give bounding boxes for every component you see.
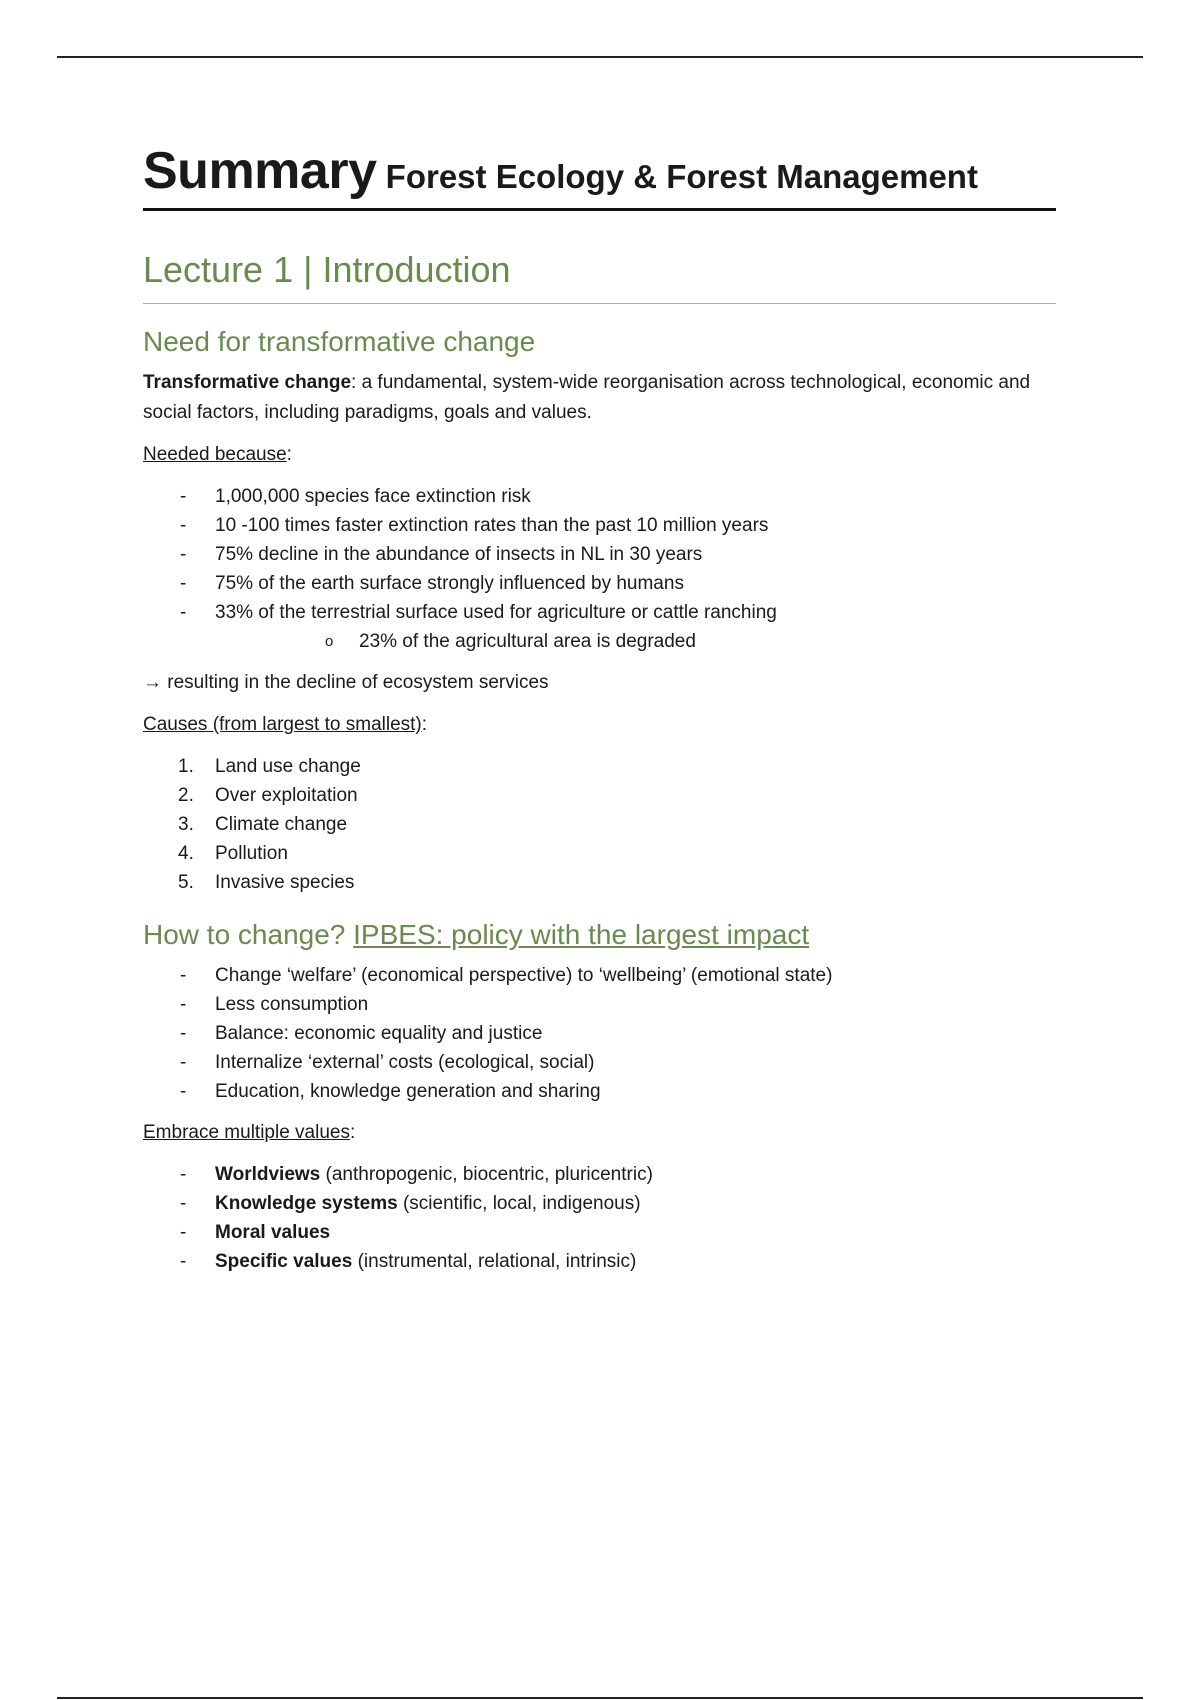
lecture-heading: Lecture 1 | Introduction bbox=[143, 249, 1056, 304]
bottom-page-rule bbox=[57, 1697, 1143, 1699]
needed-because-list bbox=[143, 482, 1056, 656]
causes-list bbox=[143, 752, 1056, 897]
list-item: - Change ‘welfare’ (economical perspective) to ‘wellbeing’ (emotional state) bbox=[180, 965, 833, 987]
document-title bbox=[143, 140, 1056, 211]
list-item: 2. Over exploitation bbox=[178, 785, 358, 807]
list-item: - 1,000,000 species face extinction risk bbox=[180, 486, 531, 508]
change-list bbox=[143, 961, 1056, 1106]
list-item: - Internalize ‘external’ costs (ecological, social) bbox=[180, 1052, 595, 1074]
list-item: - 75% decline in the abundance of insects in NL in 30 years bbox=[180, 544, 703, 566]
top-page-rule bbox=[57, 56, 1143, 58]
definition-text: : a fundamental, system-wide reorganisation across technological, economic and social factors, including paradigms, goals and values. bbox=[143, 372, 1031, 424]
list-item: - Moral values bbox=[180, 1222, 331, 1244]
list-item: - Education, knowledge generation and sharing bbox=[180, 1081, 601, 1103]
definition-paragraph bbox=[143, 368, 1056, 428]
list-item: 1. Land use change bbox=[178, 756, 361, 778]
list-item: - 75% of the earth surface strongly influenced by humans bbox=[180, 573, 684, 595]
list-item: 4. Pollution bbox=[178, 843, 288, 865]
list-item: - 10 -100 times faster extinction rates than the past 10 million years bbox=[180, 515, 769, 537]
result-line: → resulting in the decline of ecosystem services bbox=[143, 672, 549, 694]
section-heading-transformative-change: Need for transformative change bbox=[143, 326, 536, 358]
values-label: Embrace multiple values: bbox=[143, 1122, 356, 1144]
sub-list bbox=[215, 627, 1056, 656]
list-item: - Specific values (instrumental, relational, intrinsic) bbox=[180, 1251, 637, 1273]
list-item: 5. Invasive species bbox=[178, 872, 355, 894]
section-heading-how-to-change: How to change? IPBES: policy with the largest impact bbox=[143, 919, 810, 951]
definition-term: Transformative change bbox=[143, 372, 352, 394]
list-item: - Less consumption bbox=[180, 994, 369, 1016]
needed-because-label: Needed because: bbox=[143, 444, 292, 466]
causes-label: Causes (from largest to smallest): bbox=[143, 714, 428, 736]
list-item: 3. Climate change bbox=[178, 814, 348, 836]
title-subject: Forest Ecology & Forest Management bbox=[385, 158, 978, 195]
values-list bbox=[143, 1160, 1056, 1276]
title-main: Summary bbox=[143, 142, 377, 200]
list-item: - Worldviews (anthropogenic, biocentric, pluricentric) bbox=[180, 1164, 653, 1186]
ipbes-link[interactable]: IPBES: policy with the largest impact bbox=[353, 919, 810, 951]
list-item: - Balance: economic equality and justice bbox=[180, 1023, 543, 1045]
sub-list-item: o 23% of the agricultural area is degraded bbox=[325, 631, 696, 653]
document-page bbox=[143, 140, 1056, 1288]
list-item: - 33% of the terrestrial surface used for agriculture or cattle ranching o 23% of the agricultural area is degraded bbox=[143, 598, 1056, 656]
list-item: - Knowledge systems (scientific, local, indigenous) bbox=[180, 1193, 641, 1215]
